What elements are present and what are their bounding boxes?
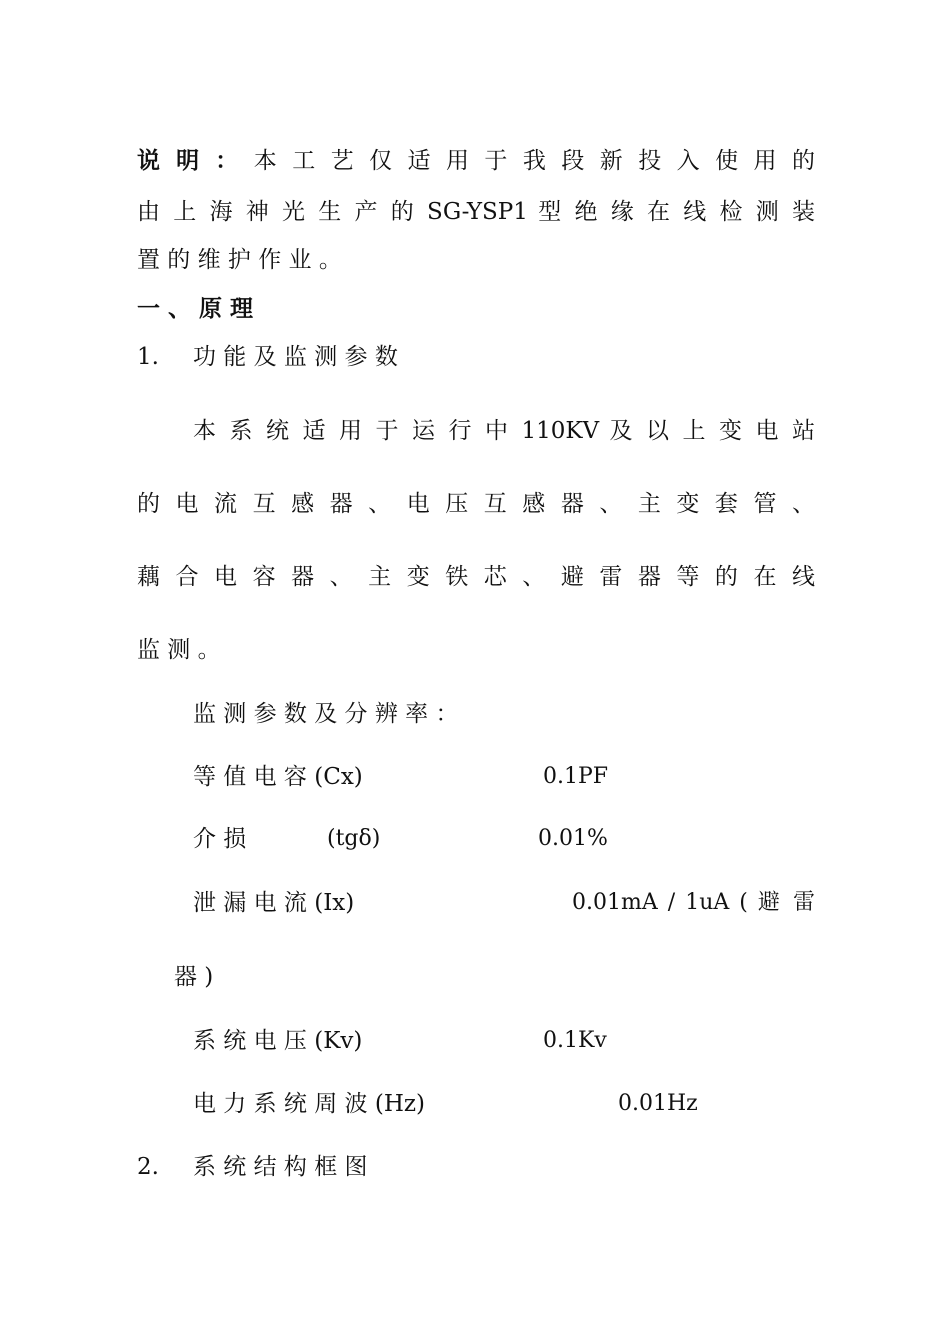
param-name-hz: 电 力 系 统 周 波 (Hz) (193, 1091, 425, 1117)
intro-label: 说 明 ： (137, 147, 243, 174)
params-intro: 监 测 参 数 及 分 辨 率 ： (193, 701, 459, 727)
param-name-tg: 介 损 (193, 826, 247, 852)
param-value-kv: 0.1Kv (543, 1028, 607, 1053)
paragraph-line-2: 的 电 流 互 感 器 、 电 压 互 感 器 、 主 变 套 管 、 (137, 491, 815, 517)
intro-text-1: 本 工 艺 仅 适 用 于 我 段 新 投 入 使 用 的 (253, 148, 816, 174)
param-symbol-tg: (tgδ) (327, 826, 381, 851)
paragraph-line-1: 本 系 统 适 用 于 运 行 中 110KV 及 以 上 变 电 站 (193, 418, 815, 444)
item-1-number: 1. (137, 344, 159, 370)
item-2-number: 2. (137, 1154, 159, 1180)
param-value-ix-cont: 器 ) (174, 964, 214, 990)
param-value-tg: 0.01% (538, 826, 608, 851)
param-name-cx: 等 值 电 容 (Cx) (193, 764, 363, 790)
section-heading: 一 、 原 理 (137, 295, 254, 322)
param-value-ix: 0.01mA / 1uA ( 避 雷 (572, 890, 815, 915)
param-value-cx: 0.1PF (543, 764, 609, 789)
intro-line-2: 由 上 海 神 光 生 产 的 SG-YSP1 型 绝 缘 在 线 检 测 装 (137, 199, 815, 225)
paragraph-line-4: 监 测 。 (137, 637, 221, 663)
item-2-title: 系 统 结 构 框 图 (193, 1154, 368, 1180)
paragraph-line-3: 藕 合 电 容 器 、 主 变 铁 芯 、 避 雷 器 等 的 在 线 (137, 564, 815, 590)
intro-line-1 (137, 146, 815, 176)
param-name-kv: 系 统 电 压 (Kv) (193, 1028, 363, 1054)
item-1-title: 功 能 及 监 测 参 数 (193, 344, 398, 370)
intro-line-3: 置 的 维 护 作 业 。 (137, 247, 342, 273)
param-value-hz: 0.01Hz (618, 1091, 698, 1116)
param-name-ix: 泄 漏 电 流 (Ix) (193, 890, 355, 916)
